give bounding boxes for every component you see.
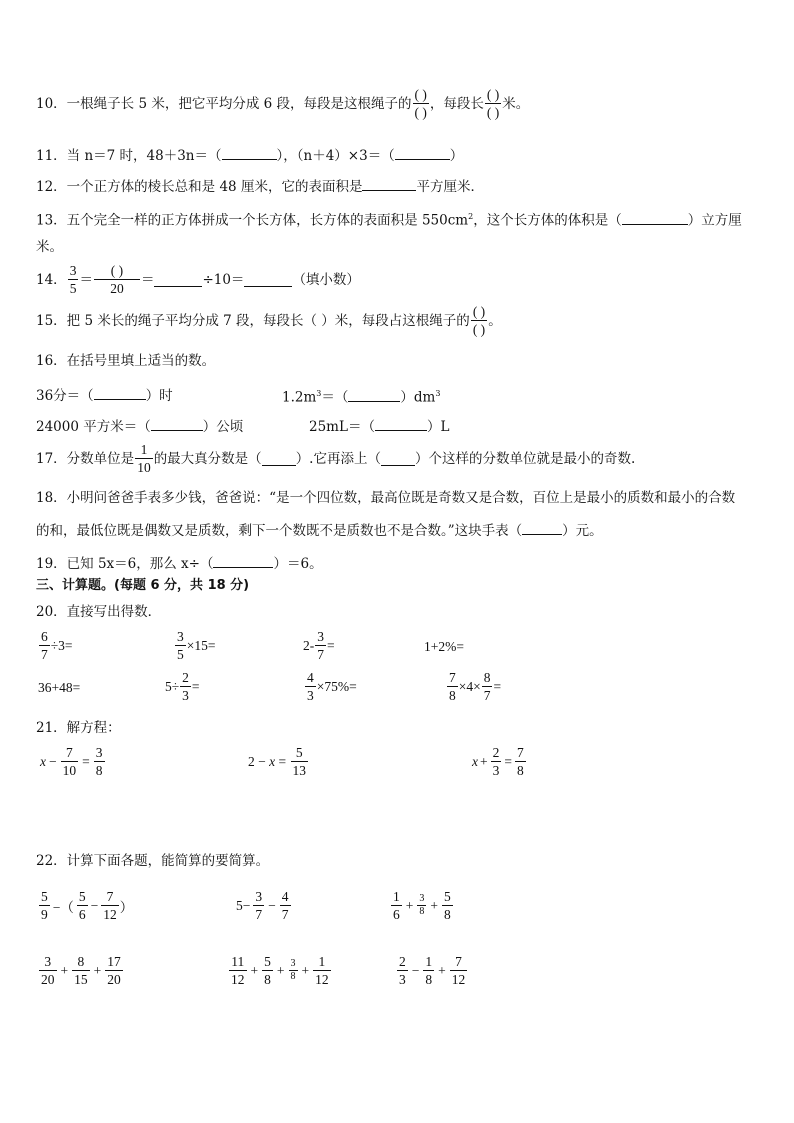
q20-e6-pre: 5÷ [165, 678, 180, 694]
q22-p6-den2: 8 [425, 972, 433, 987]
q22-p3-op2: + [430, 897, 438, 913]
q20-e8-num1: 7 [449, 670, 456, 685]
q20-expr-4 [424, 639, 464, 655]
q22-p6-num3: 7 [455, 954, 462, 969]
q10-f2-den: ( ) [486, 105, 500, 120]
q22-p5-den4: 12 [315, 972, 329, 987]
q21-eq1-num2: 3 [95, 745, 103, 760]
q16-r1-text-c: 1.2m [282, 389, 317, 406]
q20-expr-5 [38, 680, 80, 696]
q14-div: ÷10＝ [202, 271, 245, 288]
q22-p3-num1: 1 [393, 889, 400, 904]
q21-eq2-eq: = [275, 753, 290, 769]
q19-text-b: ）＝6。 [273, 556, 323, 572]
q10-fraction-1 [413, 86, 429, 121]
q19-text-a: 19．已知 5x＝6，那么 x÷（ [36, 556, 214, 572]
q22-p1-num2: 5 [78, 889, 86, 904]
q21-eq3-num1: 2 [492, 745, 500, 760]
q22-problem-6 [396, 953, 468, 988]
q20-e4-text: 1+2%= [424, 639, 464, 654]
question-22-title: 22．计算下面各题，能简算的要简算。 [36, 853, 270, 869]
q22-p4-num2: 8 [77, 954, 85, 969]
q22-p5-op3: + [301, 962, 310, 978]
q22-p6-op2: + [438, 962, 446, 978]
q22-p6-num2: 1 [425, 954, 433, 969]
q22-p1-den2: 6 [78, 907, 86, 922]
q22-p3-num3: 5 [444, 889, 451, 904]
question-16-row-1 [36, 385, 173, 405]
q22-p1-op2: − [90, 897, 99, 913]
q20-e3-text: = [327, 637, 335, 653]
q22-p2-op1: − [268, 897, 276, 913]
question-17 [36, 441, 635, 476]
q20-e2-text: ×15= [186, 637, 216, 653]
question-13-cont [36, 238, 63, 256]
q14-blank-1[interactable] [154, 272, 202, 287]
q14-f2-num: ( ) [110, 263, 124, 278]
q22-p5-den3: 8 [290, 971, 296, 982]
q22-problem-4 [38, 953, 124, 988]
q21-eq3-op: + [480, 753, 488, 769]
q12-text-b: 平方厘米． [416, 179, 484, 195]
q20-e3-num: 3 [317, 629, 324, 644]
q22-p5-den2: 8 [264, 972, 271, 987]
q22-p1-num1: 5 [41, 889, 48, 904]
q14-eq2: ＝ [140, 271, 155, 288]
q22-p5-num1: 11 [231, 954, 245, 969]
q22-p4-num1: 3 [44, 954, 52, 969]
question-16-row-1b [282, 385, 440, 407]
q11-blank-1[interactable] [222, 145, 277, 160]
q17-f-num: 1 [140, 442, 148, 457]
q22-p6-den1: 3 [399, 972, 406, 987]
q21-eq2-x: x [269, 753, 276, 769]
q22-p2-num2: 4 [281, 889, 289, 904]
q22-p3-den2: 8 [419, 906, 425, 917]
q14-f2-den: 20 [110, 281, 124, 296]
q20-e2-den: 5 [177, 647, 184, 662]
q21-equation-2 [248, 744, 309, 779]
q21-eq2-pre: 2 − [248, 753, 270, 769]
q15-fraction [471, 303, 487, 338]
question-15 [36, 303, 502, 338]
q10-text-a: 10．一根绳子长 5 米，把它平均分成 6 段，每段是这根绳子的 [36, 95, 412, 112]
q16-blank-1[interactable] [94, 385, 146, 400]
q15-f-num: ( ) [472, 304, 486, 319]
q14-tail: （填小数） [292, 271, 360, 288]
q22-p4-num3: 17 [107, 954, 121, 969]
q20-e8-den1: 8 [449, 688, 456, 703]
q14-blank-2[interactable] [244, 272, 292, 287]
q17-fraction [135, 441, 153, 476]
q16-r2-text-b: ）公顷 [202, 419, 244, 435]
q22-p4-op2: + [93, 962, 102, 978]
q22-p3-num2: 3 [419, 893, 425, 904]
q17-text-b: 的最大真分数是（ [153, 450, 262, 467]
q20-e8-mid: ×4× [458, 678, 481, 694]
q10-text-b: ，每段长 [429, 95, 484, 112]
q16-r1-text-e: ）dm [400, 389, 436, 406]
q16-r1-sup2: 3 [435, 389, 441, 398]
q13-text-c: ）立方厘 [687, 212, 742, 229]
q20-expr-7 [304, 669, 357, 704]
q17-text-a: 17．分数单位是 [36, 450, 135, 467]
q15-f-den: ( ) [472, 322, 486, 337]
q22-p4-den1: 20 [41, 972, 55, 987]
question-18: 18．小明问爸爸手表多少钱，爸爸说：“是一个四位数，最高位既是奇数又是合数，百位上是最小的质数和最小的合数 [36, 490, 736, 506]
q21-eq3-den1: 3 [492, 763, 500, 778]
q20-e8-den2: 7 [483, 688, 491, 703]
q22-p3-den3: 8 [444, 907, 451, 922]
question-18-cont [36, 520, 603, 540]
question-10 [36, 86, 529, 121]
q22-p5-num3: 3 [290, 958, 296, 969]
q10-fraction-2 [485, 86, 501, 121]
q22-p5-op1: + [250, 962, 259, 978]
q20-e1-den: 7 [41, 647, 48, 662]
q12-text-a: 12．一个正方体的棱长总和是 48 厘米，它的表面积是 [36, 179, 363, 195]
q21-eq2-den: 13 [292, 763, 306, 778]
question-11 [36, 145, 463, 165]
q22-p6-num1: 2 [399, 954, 406, 969]
q18-text-c: ）元。 [562, 523, 603, 539]
q21-eq2-num: 5 [295, 745, 303, 760]
q16-r1-text-b: ）时 [145, 388, 173, 404]
q16-r2-text-d: ）L [426, 419, 450, 435]
q22-p2-num1: 3 [255, 889, 263, 904]
q22-p5-num4: 1 [318, 954, 326, 969]
question-16-row-2b [309, 416, 449, 436]
q20-e7-num: 4 [307, 670, 314, 685]
q20-e2-num: 3 [177, 629, 184, 644]
q20-expr-6 [165, 669, 200, 704]
q14-fraction-2 [94, 262, 140, 297]
q22-p1-end: ） [119, 899, 134, 915]
q20-expr-1 [38, 628, 73, 663]
q22-p2-den2: 7 [281, 907, 289, 922]
q17-blank-2[interactable] [381, 451, 415, 466]
q14-f1-den: 5 [69, 281, 77, 296]
q21-eq3-x: x [472, 753, 478, 769]
q10-text-c: 米。 [502, 95, 530, 112]
q11-blank-2[interactable] [395, 145, 450, 160]
q13-blank[interactable] [622, 210, 688, 225]
q16-blank-2[interactable] [348, 387, 400, 402]
q14-eq1: ＝ [79, 271, 93, 288]
q16-r1-text-d: ＝（ [321, 389, 349, 406]
question-14 [36, 262, 360, 297]
q14-fraction-1 [68, 262, 79, 297]
q20-expr-3 [303, 628, 335, 663]
q20-expr-8 [446, 669, 501, 704]
question-12 [36, 176, 484, 196]
q16-r1-text-a: 36分＝（ [36, 388, 94, 404]
q13-text-d: 米。 [36, 239, 63, 255]
q17-f-den: 10 [137, 460, 151, 475]
q21-eq1-x: x [40, 753, 46, 769]
q21-equation-1 [40, 744, 106, 779]
q21-eq3-den2: 8 [517, 763, 524, 778]
q21-eq3-eq: = [504, 753, 512, 769]
q22-problem-3 [390, 888, 454, 923]
q20-e1-text: ÷3= [50, 637, 73, 653]
q10-f1-num: ( ) [414, 87, 427, 102]
q20-e7-den: 3 [307, 688, 314, 703]
q22-p1-den1: 9 [41, 907, 48, 922]
q16-r1-sup: 3 [316, 389, 322, 398]
q22-p4-den3: 20 [107, 972, 121, 987]
q20-e7-text: ×75%= [316, 678, 357, 694]
q22-p4-den2: 15 [74, 972, 88, 987]
q14-text-a: 14． [36, 271, 67, 288]
q22-p5-num2: 5 [264, 954, 271, 969]
question-13 [36, 208, 742, 230]
q21-eq3-num2: 7 [517, 745, 524, 760]
q22-p1-op1: −（ [52, 899, 74, 915]
question-16-row-2 [36, 416, 243, 436]
q20-e6-den: 3 [182, 688, 189, 703]
q17-text-c: ）.它再添上（ [295, 450, 381, 467]
q22-p5-den1: 12 [231, 972, 245, 987]
q22-p2-pre: 5− [236, 897, 251, 913]
q13-text-a: 13．五个完全一样的正方体拼成一个长方体，长方体的表面积是 550cm [36, 212, 469, 229]
question-16-title: 16．在括号里填上适当的数。 [36, 353, 216, 369]
q21-eq1-den1: 10 [62, 763, 77, 778]
q20-e8-num2: 8 [483, 670, 491, 685]
q19-blank[interactable] [213, 553, 273, 568]
q22-p3-den1: 6 [393, 907, 400, 922]
q21-eq1-num1: 7 [66, 745, 73, 760]
q16-blank-4[interactable] [375, 416, 427, 431]
q21-equation-3 [472, 744, 527, 779]
q22-p3-op1: + [405, 897, 414, 913]
q10-f2-num: ( ) [486, 87, 500, 102]
q11-text-b: ），（n＋4）×3＝（ [276, 148, 395, 164]
q11-text-c: ） [449, 148, 464, 164]
q13-text-b: ，这个长方体的体积是（ [473, 212, 622, 229]
q22-p2-den1: 7 [255, 907, 263, 922]
q17-text-e: ）个这样的分数单位就是最小的奇数. [414, 450, 636, 467]
q12-blank[interactable] [362, 176, 416, 191]
q16-r2-text-a: 24000 平方米＝（ [36, 419, 151, 435]
q20-expr-2 [174, 628, 215, 663]
q22-problem-1 [38, 888, 133, 923]
q22-p6-den3: 12 [451, 972, 466, 987]
q21-eq1-op: − [49, 753, 57, 769]
q17-blank-1[interactable] [262, 451, 296, 466]
q18-text-b: 的和，最低位既是偶数又是质数，剩下一个数既不是质数也不是合数。”这块手表（ [36, 523, 523, 539]
q22-p1-den3: 12 [103, 907, 117, 922]
q18-blank[interactable] [522, 520, 562, 535]
q22-problem-2 [236, 888, 292, 923]
q22-p4-op1: + [60, 962, 69, 978]
q20-e6-num: 2 [182, 670, 189, 685]
q20-e8-text: = [493, 678, 502, 694]
q21-eq1-eq: = [82, 753, 90, 769]
question-21-title: 21．解方程： [36, 720, 121, 736]
q22-p5-op2: + [276, 962, 285, 978]
q20-e3-pre: 2- [303, 637, 315, 653]
q20-e5-text: 36+48= [38, 680, 81, 695]
q20-e1-num: 6 [41, 629, 48, 644]
q11-text-a: 11．当 n＝7 时，48＋3n＝（ [36, 148, 222, 164]
q22-problem-5 [228, 953, 332, 988]
q13-sup: 2 [468, 212, 474, 221]
q15-text-b: 。 [488, 312, 502, 329]
question-20-title: 20．直接写出得数． [36, 604, 162, 620]
q10-f1-den: ( ) [414, 105, 427, 120]
q22-p1-num3: 7 [106, 889, 114, 904]
q21-eq1-den2: 8 [95, 763, 103, 778]
section-3-heading: 三、计算题。(每题 6 分，共 18 分) [36, 578, 250, 593]
q14-f1-num: 3 [69, 263, 77, 278]
q20-e3-den: 7 [317, 647, 324, 662]
q15-text-a: 15．把 5 米长的绳子平均分成 7 段，每段长（ ）米，每段占这根绳子的 [36, 312, 470, 329]
q22-p6-op1: − [411, 962, 420, 978]
question-19 [36, 553, 323, 573]
q16-r2-text-c: 25mL＝（ [309, 419, 375, 435]
q16-blank-3[interactable] [151, 416, 203, 431]
q20-e6-text: = [191, 678, 200, 694]
